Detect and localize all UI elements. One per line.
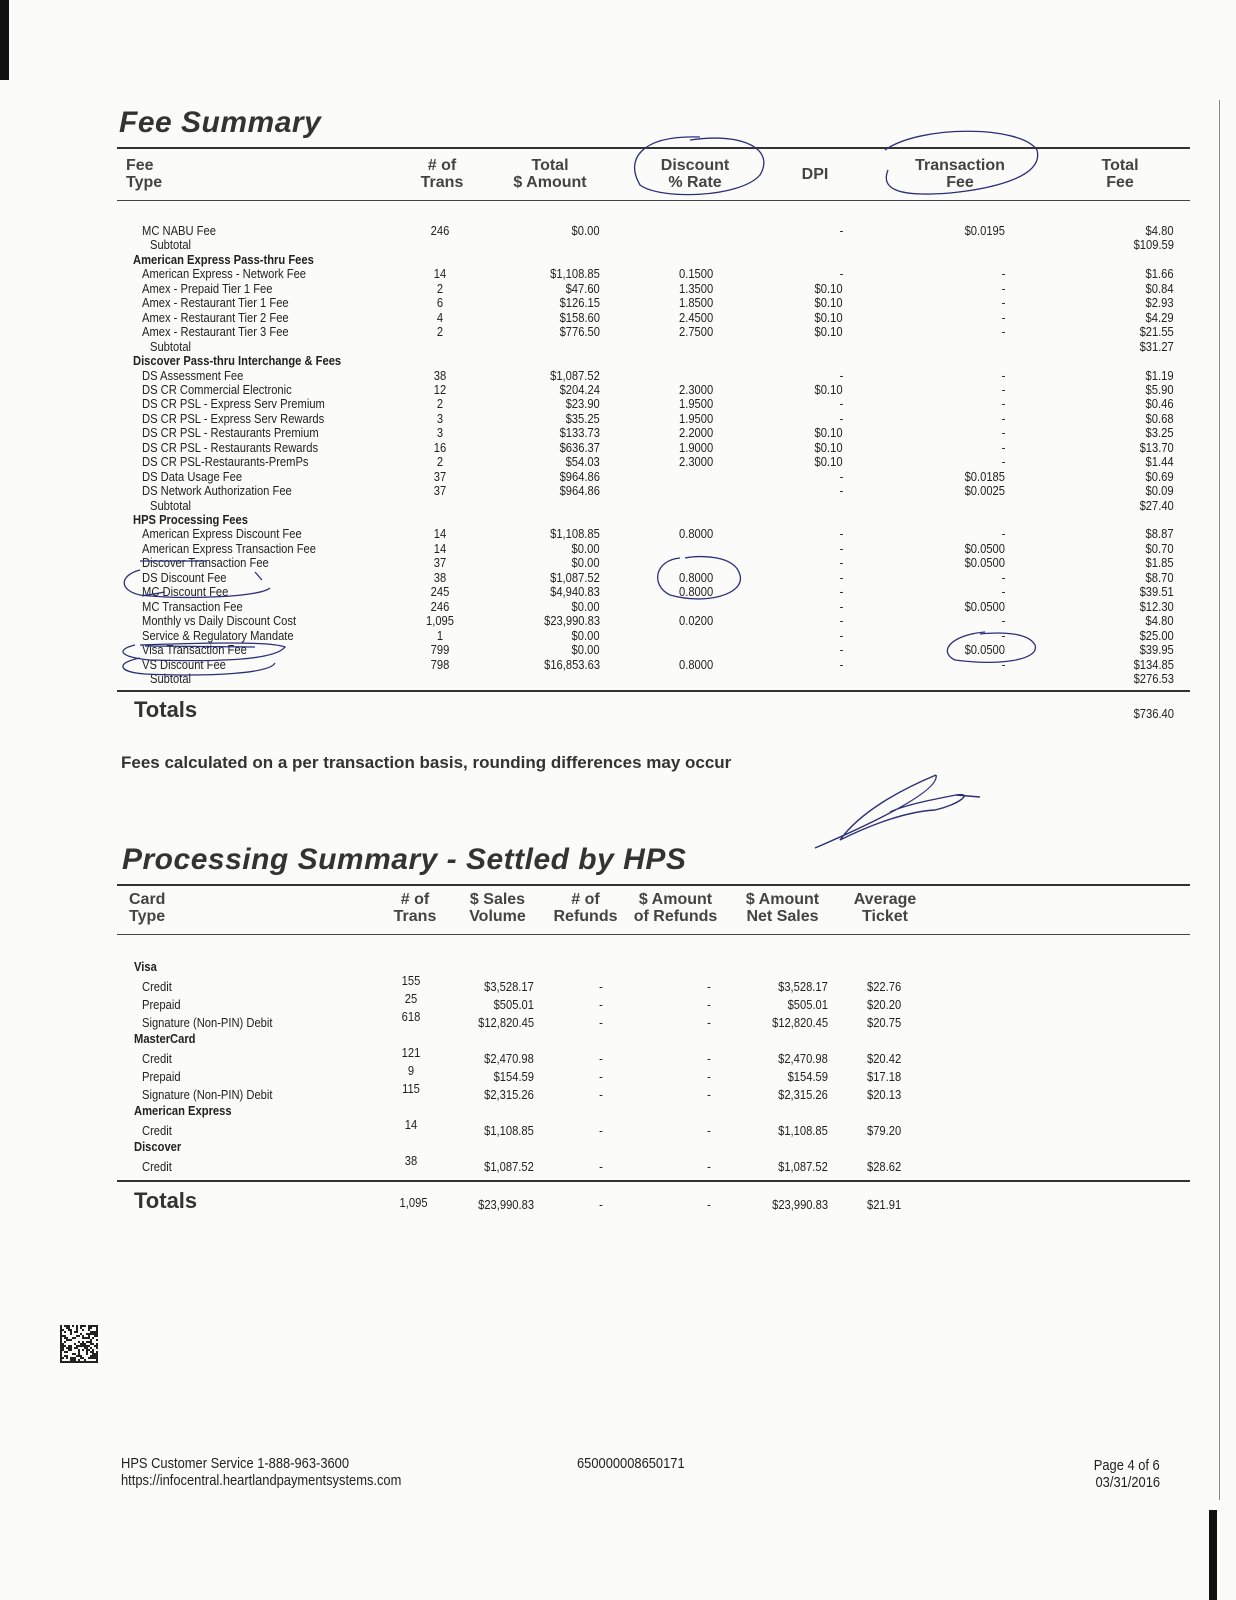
fee-row-txn-fee: $0.0025 [964, 483, 1005, 498]
footer-date: 03/31/2016 [1095, 1474, 1160, 1491]
fee-row-trans: 38 [433, 368, 447, 383]
fee-row-amount: $126.15 [559, 295, 600, 310]
fee-row-txn-fee: - [1001, 295, 1005, 310]
fee-row-amount: $0.00 [572, 555, 600, 570]
proc-header-refund-amount: $ Amount of Refunds [633, 891, 718, 925]
fee-row-amount: $204.24 [559, 382, 600, 397]
fee-row-dpi: - [839, 469, 843, 484]
fee-row-rate: 1.3500 [679, 281, 714, 296]
proc-row-refunds: - [599, 979, 603, 994]
fee-row-dpi: - [839, 555, 843, 570]
fee-row-total: $4.29 [1146, 310, 1174, 325]
proc-row-trans: 14 [404, 1117, 418, 1132]
ds-fee-label-circle [124, 570, 270, 597]
proc-row-trans: 9 [407, 1063, 415, 1078]
fee-row-label: VS Discount Fee [142, 657, 226, 672]
fee-row-label: DS CR PSL - Express Serv Rewards [142, 411, 325, 426]
fee-row-txn-fee: - [1001, 526, 1005, 541]
proc-row-refunds: - [599, 1159, 603, 1174]
proc-row-label: Credit [142, 1051, 172, 1066]
fee-row-label: DS CR PSL - Restaurants Premium [142, 425, 319, 440]
fee-row-trans: 14 [433, 526, 447, 541]
fee-row-amount: $0.00 [572, 628, 600, 643]
fee-row-total: $8.87 [1146, 526, 1174, 541]
fee-row-label: MC Discount Fee [142, 584, 229, 599]
fee-row-amount: $54.03 [565, 454, 600, 469]
fee-row-rate: 1.8500 [679, 295, 714, 310]
proc-row-refunds: - [599, 1015, 603, 1030]
fee-row-amount: $636.37 [559, 440, 600, 455]
fee-row-label: Visa Transaction Fee [142, 642, 247, 657]
proc-row-refund-amount: - [707, 1069, 711, 1084]
proc-row-refund-amount: - [707, 1159, 711, 1174]
fee-row-label: Amex - Restaurant Tier 3 Fee [142, 324, 289, 339]
fee-row-dpi: - [839, 266, 843, 281]
proc-row-avg: $17.18 [867, 1069, 902, 1084]
proc-row-trans: 25 [404, 991, 418, 1006]
fee-row-total: $13.70 [1139, 440, 1174, 455]
fee-row-txn-fee: $0.0185 [964, 469, 1005, 484]
fee-row-trans: 246 [430, 599, 450, 614]
fee-row-rate: 2.7500 [679, 324, 714, 339]
fee-row-dpi: $0.10 [815, 382, 843, 397]
fee-row-label: Subtotal [150, 339, 192, 354]
fee-row-trans: 38 [433, 570, 447, 585]
fee-row-label: DS CR PSL - Express Serv Premium [142, 396, 325, 411]
fee-row-txn-fee: - [1001, 628, 1005, 643]
proc-group-label: MasterCard [134, 1031, 196, 1046]
fee-row-txn-fee: $0.0500 [964, 541, 1005, 556]
fee-row-txn-fee: - [1001, 324, 1005, 339]
proc-totals-sales: $23,990.83 [478, 1197, 534, 1212]
fee-row-dpi: $0.10 [815, 310, 843, 325]
fee-row-label: Amex - Restaurant Tier 1 Fee [142, 295, 289, 310]
proc-row-trans: 618 [401, 1009, 421, 1024]
fee-row-dpi: $0.10 [815, 440, 843, 455]
fee-row-txn-fee: - [1001, 440, 1005, 455]
fee-row-label: DS Discount Fee [142, 570, 227, 585]
fee-row-trans: 245 [430, 584, 450, 599]
fee-rounding-note: Fees calculated on a per transaction basis, rounding differences may occur [121, 753, 732, 772]
fee-row-amount: $1,087.52 [550, 570, 600, 585]
proc-row-label: Credit [142, 979, 172, 994]
proc-row-trans: 115 [402, 1081, 420, 1096]
fee-row-txn-fee: - [1001, 454, 1005, 469]
fee-row-dpi: - [839, 396, 843, 411]
proc-row-avg: $22.76 [867, 979, 902, 994]
proc-row-refund-amount: - [707, 1051, 711, 1066]
proc-row-refund-amount: - [707, 1123, 711, 1138]
fee-row-trans: 1 [436, 628, 444, 643]
proc-header-refunds: # of Refunds [553, 891, 618, 925]
fee-row-label: MC Transaction Fee [142, 599, 243, 614]
fee-row-label: Amex - Prepaid Tier 1 Fee [142, 281, 273, 296]
fee-row-total: $134.85 [1133, 657, 1174, 672]
fee-row-dpi: - [839, 657, 843, 672]
fee-header-amount: Total $ Amount [513, 157, 587, 191]
proc-row-avg: $20.13 [867, 1087, 902, 1102]
fee-row-label: Discover Pass-thru Interchange & Fees [133, 353, 342, 368]
proc-row-refunds: - [599, 1051, 603, 1066]
fee-row-amount: $23.90 [565, 396, 600, 411]
fee-row-total: $4.80 [1146, 223, 1174, 238]
signature-scribble [815, 775, 980, 848]
fee-row-dpi: - [839, 642, 843, 657]
fee-row-txn-fee: - [1001, 368, 1005, 383]
fee-row-amount: $47.60 [565, 281, 600, 296]
fee-row-amount: $964.86 [559, 469, 600, 484]
proc-row-sales: $3,528.17 [484, 979, 534, 994]
fee-row-trans: 246 [430, 223, 450, 238]
fee-row-trans: 37 [433, 469, 447, 484]
fee-row-dpi: $0.10 [815, 324, 843, 339]
fee-row-txn-fee: $0.0500 [964, 642, 1005, 657]
proc-row-refund-amount: - [707, 1015, 711, 1030]
fee-row-dpi: - [839, 411, 843, 426]
fee-row-amount: $1,108.85 [550, 526, 600, 541]
fee-row-label: DS Assessment Fee [142, 368, 244, 383]
fee-row-txn-fee: - [1001, 411, 1005, 426]
proc-row-label: Signature (Non-PIN) Debit [142, 1015, 273, 1030]
fee-summary-title: Fee Summary [119, 106, 322, 139]
fee-row-label: Subtotal [150, 237, 192, 252]
fee-row-txn-fee: - [1001, 425, 1005, 440]
fee-row-total: $8.70 [1146, 570, 1174, 585]
fee-row-total: $39.95 [1139, 642, 1174, 657]
fee-row-rate: 2.3000 [679, 454, 714, 469]
proc-row-refund-amount: - [707, 997, 711, 1012]
fee-header-fee-type: Fee Type [126, 157, 163, 191]
fee-row-total: $1.44 [1146, 454, 1174, 469]
proc-row-sales: $1,087.52 [484, 1159, 534, 1174]
fee-row-total: $1.19 [1146, 368, 1174, 383]
proc-row-refunds: - [599, 1123, 603, 1138]
fee-row-rate: 0.0200 [679, 613, 714, 628]
transaction-fee-circle [885, 131, 1038, 194]
footer-page-number: Page 4 of 6 [1094, 1457, 1160, 1474]
fee-row-amount: $133.73 [559, 425, 600, 440]
proc-totals-avg: $21.91 [867, 1197, 902, 1212]
fee-row-dpi: - [839, 526, 843, 541]
fee-row-total: $25.00 [1139, 628, 1174, 643]
proc-group-label: Discover [134, 1139, 182, 1154]
fee-row-total: $4.80 [1146, 613, 1174, 628]
proc-row-label: Signature (Non-PIN) Debit [142, 1087, 273, 1102]
fee-row-rate: 0.8000 [679, 526, 714, 541]
fee-row-dpi: $0.10 [815, 454, 843, 469]
proc-row-sales: $2,470.98 [484, 1051, 534, 1066]
fee-row-rate: 2.2000 [679, 425, 714, 440]
fee-row-dpi: $0.10 [815, 425, 843, 440]
fee-row-trans: 12 [433, 382, 447, 397]
fee-row-total: $12.30 [1139, 599, 1174, 614]
fee-header-dpi: DPI [801, 166, 829, 183]
fee-header-discount: Discount % Rate [660, 157, 730, 191]
fee-row-txn-fee: $0.0195 [964, 223, 1005, 238]
fee-row-total: $0.70 [1146, 541, 1174, 556]
proc-group-label: American Express [134, 1103, 232, 1118]
fee-row-total: $0.84 [1146, 281, 1174, 296]
fee-row-dpi: - [839, 541, 843, 556]
proc-group-label: Visa [134, 959, 157, 974]
fee-row-dpi: - [839, 483, 843, 498]
proc-row-sales: $1,108.85 [484, 1123, 534, 1138]
fee-row-trans: 798 [430, 657, 450, 672]
fee-row-dpi: $0.10 [815, 295, 843, 310]
proc-row-trans: 155 [401, 973, 421, 988]
fee-row-rate: 0.8000 [679, 657, 714, 672]
fee-header-txn-fee: Transaction Fee [915, 157, 1005, 191]
fee-row-amount: $35.25 [565, 411, 600, 426]
fee-row-label: MC NABU Fee [142, 223, 216, 238]
proc-row-sales: $154.59 [493, 1069, 534, 1084]
fee-row-total: $31.27 [1139, 339, 1174, 354]
fee-row-rate: 0.8000 [679, 584, 714, 599]
fee-totals-value: $736.40 [1133, 706, 1174, 721]
fee-row-label: DS CR PSL - Restaurants Rewards [142, 440, 319, 455]
fee-row-label: Discover Transaction Fee [142, 555, 269, 570]
fee-row-txn-fee: - [1001, 382, 1005, 397]
discount-rows-circle [658, 557, 741, 599]
proc-header-net-sales: $ Amount Net Sales [745, 891, 820, 925]
proc-totals-label: Totals [134, 1188, 198, 1213]
proc-row-refunds: - [599, 997, 603, 1012]
proc-row-sales: $2,315.26 [484, 1087, 534, 1102]
proc-row-net: $2,315.26 [778, 1087, 828, 1102]
fee-row-total: $109.59 [1133, 237, 1174, 252]
proc-row-net: $12,820.45 [772, 1015, 828, 1030]
fee-row-trans: 14 [433, 541, 447, 556]
fee-row-trans: 37 [433, 483, 447, 498]
proc-header-avg-ticket: Average Ticket [853, 891, 917, 925]
fee-row-amount: $1,087.52 [550, 368, 600, 383]
proc-row-avg: $20.75 [867, 1015, 902, 1030]
fee-row-total: $1.85 [1146, 555, 1174, 570]
fee-row-trans: 799 [430, 642, 450, 657]
visa-strike [145, 646, 255, 647]
fee-row-total: $27.40 [1139, 498, 1174, 513]
fee-row-rate: 2.4500 [679, 310, 714, 325]
fee-row-amount: $4,940.83 [550, 584, 600, 599]
fee-row-amount: $0.00 [572, 223, 600, 238]
fee-row-txn-fee: $0.0500 [964, 555, 1005, 570]
fee-row-trans: 1,095 [425, 613, 454, 628]
fee-row-amount: $964.86 [559, 483, 600, 498]
proc-totals-net: $23,990.83 [772, 1197, 828, 1212]
fee-row-dpi: $0.10 [815, 281, 843, 296]
proc-row-refund-amount: - [707, 979, 711, 994]
fee-row-label: American Express Pass-thru Fees [133, 252, 314, 267]
fee-row-total: $0.68 [1146, 411, 1174, 426]
proc-row-refunds: - [599, 1087, 603, 1102]
proc-totals-refunds: - [599, 1197, 603, 1212]
fee-row-amount: $158.60 [559, 310, 600, 325]
fee-row-rate: 2.3000 [679, 382, 714, 397]
fee-row-trans: 37 [433, 555, 447, 570]
fee-row-rate: 1.9500 [679, 396, 714, 411]
fee-row-total: $21.55 [1139, 324, 1174, 339]
fee-row-label: American Express Discount Fee [142, 526, 302, 541]
fee-row-total: $5.90 [1146, 382, 1174, 397]
proc-row-avg: $79.20 [867, 1123, 902, 1138]
fee-row-trans: 2 [436, 454, 444, 469]
proc-row-net: $3,528.17 [778, 979, 828, 994]
fee-row-trans: 2 [436, 324, 444, 339]
fee-row-label: Subtotal [150, 671, 192, 686]
fee-row-txn-fee: $0.0500 [964, 599, 1005, 614]
fee-row-amount: $0.00 [572, 541, 600, 556]
proc-row-trans: 38 [404, 1153, 418, 1168]
fee-header-total-fee: Total Fee [1101, 157, 1139, 191]
fee-row-total: $276.53 [1133, 671, 1174, 686]
proc-row-trans: 121 [401, 1045, 421, 1060]
fee-row-label: American Express Transaction Fee [142, 541, 316, 556]
proc-row-net: $1,087.52 [778, 1159, 828, 1174]
proc-row-label: Credit [142, 1159, 172, 1174]
fee-row-amount: $16,853.63 [544, 657, 600, 672]
proc-header-sales: $ Sales Volume [469, 891, 526, 925]
fee-row-trans: 4 [436, 310, 444, 325]
fee-row-txn-fee: - [1001, 570, 1005, 585]
fee-row-label: DS CR Commercial Electronic [142, 382, 292, 397]
fee-row-dpi: - [839, 584, 843, 599]
fee-row-rate: 1.9500 [679, 411, 714, 426]
fee-row-trans: 6 [436, 295, 444, 310]
proc-row-sales: $505.01 [493, 997, 534, 1012]
fee-row-trans: 3 [436, 411, 444, 426]
fee-row-label: Monthly vs Daily Discount Cost [142, 613, 297, 628]
fee-row-trans: 16 [433, 440, 447, 455]
fee-totals-label: Totals [134, 697, 198, 722]
fee-row-amount: $0.00 [572, 642, 600, 657]
fee-row-dpi: - [839, 368, 843, 383]
fee-row-label: HPS Processing Fees [133, 512, 248, 527]
proc-header-trans: # of Trans [393, 891, 437, 925]
fee-row-trans: 14 [433, 266, 447, 281]
footer-service-line: HPS Customer Service 1-888-963-3600 [121, 1455, 350, 1472]
fee-row-amount: $776.50 [559, 324, 600, 339]
mc-underline [142, 592, 165, 596]
footer-merchant-id: 650000008650171 [577, 1455, 685, 1472]
fee-row-trans: 2 [436, 281, 444, 296]
fee-row-total: $3.25 [1146, 425, 1174, 440]
footer-url[interactable]: https://infocentral.heartlandpaymentsystems.com [121, 1472, 402, 1489]
proc-row-label: Prepaid [142, 997, 181, 1012]
fee-row-dpi: - [839, 613, 843, 628]
fee-row-amount: $23,990.83 [544, 613, 600, 628]
fee-row-label: DS Network Authorization Fee [142, 483, 292, 498]
fee-row-rate: 0.8000 [679, 570, 714, 585]
fee-row-label: Amex - Restaurant Tier 2 Fee [142, 310, 289, 325]
proc-row-avg: $20.20 [867, 997, 902, 1012]
fee-row-txn-fee: - [1001, 266, 1005, 281]
ds-fee-label-tick [255, 572, 262, 580]
fee-row-label: Subtotal [150, 498, 192, 513]
fee-row-dpi: - [839, 223, 843, 238]
proc-totals-trans: 1,095 [400, 1195, 428, 1210]
fee-row-rate: 1.9000 [679, 440, 714, 455]
fee-row-label: DS Data Usage Fee [142, 469, 243, 484]
processing-summary-title: Processing Summary - Settled by HPS [122, 843, 687, 876]
fee-row-total: $0.46 [1146, 396, 1174, 411]
proc-row-sales: $12,820.45 [478, 1015, 534, 1030]
proc-row-avg: $28.62 [867, 1159, 902, 1174]
proc-row-label: Prepaid [142, 1069, 181, 1084]
proc-row-net: $2,470.98 [778, 1051, 828, 1066]
fee-row-txn-fee: - [1001, 396, 1005, 411]
fee-header-trans: # of Trans [420, 157, 464, 191]
fee-row-dpi: - [839, 628, 843, 643]
proc-row-avg: $20.42 [867, 1051, 902, 1066]
proc-row-refunds: - [599, 1069, 603, 1084]
fee-row-rate: 0.1500 [679, 266, 714, 281]
fee-row-txn-fee: - [1001, 584, 1005, 599]
proc-row-net: $505.01 [787, 997, 828, 1012]
discount-rate-circle [635, 137, 764, 195]
fee-row-total: $0.09 [1146, 483, 1174, 498]
fee-row-amount: $1,108.85 [550, 266, 600, 281]
fee-row-txn-fee: - [1001, 657, 1005, 672]
proc-totals-refund-amount: - [707, 1197, 711, 1212]
fee-row-total: $0.69 [1146, 469, 1174, 484]
fee-row-label: Service & Regulatory Mandate [142, 628, 294, 643]
fee-row-total: $39.51 [1139, 584, 1174, 599]
fee-row-dpi: - [839, 570, 843, 585]
fee-row-txn-fee: - [1001, 613, 1005, 628]
fee-row-txn-fee: - [1001, 310, 1005, 325]
fee-row-dpi: - [839, 599, 843, 614]
fee-row-txn-fee: - [1001, 281, 1005, 296]
proc-row-net: $154.59 [787, 1069, 828, 1084]
fee-row-trans: 2 [436, 396, 444, 411]
txn-visa-circle [947, 632, 1035, 662]
proc-header-card-type: Card Type [129, 891, 166, 925]
proc-row-label: Credit [142, 1123, 172, 1138]
fee-row-trans: 3 [436, 425, 444, 440]
fee-row-total: $1.66 [1146, 266, 1174, 281]
proc-row-refund-amount: - [707, 1087, 711, 1102]
fee-row-label: DS CR PSL-Restaurants-PremPs [142, 454, 309, 469]
proc-row-net: $1,108.85 [778, 1123, 828, 1138]
fee-row-total: $2.93 [1146, 295, 1174, 310]
fee-row-label: American Express - Network Fee [142, 266, 307, 281]
fee-row-amount: $0.00 [572, 599, 600, 614]
